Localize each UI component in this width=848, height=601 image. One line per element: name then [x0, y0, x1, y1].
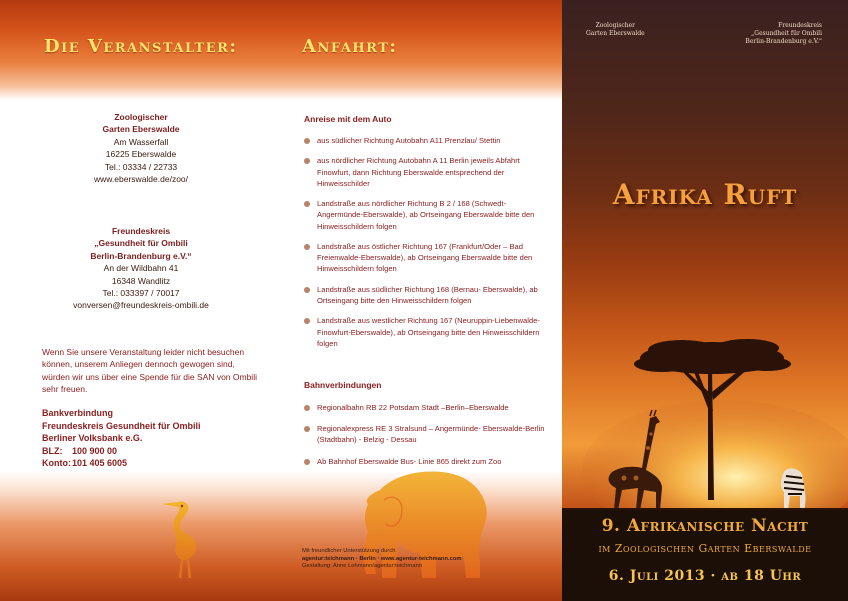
panel-cover	[562, 0, 848, 601]
zoo-phone: Tel.: 03334 / 22733	[104, 161, 178, 172]
bullet-icon	[304, 201, 310, 207]
bullet-icon	[304, 287, 310, 293]
panel-directions	[282, 0, 562, 601]
list-item: Landstraße aus östlicher Richtung 167 (Frankfurt/Oder – Bad Freienwalde-Eberswalde), ab Ortseingang Eberswalde bitte den Hinweisschildern folgen	[304, 241, 548, 275]
friends-email[interactable]: vonversen@freundeskreis-ombili.de	[73, 300, 209, 311]
friends-name-line3: Berlin-Brandenburg e.V.“	[90, 250, 192, 261]
zoo-city: 16225 Eberswalde	[105, 149, 177, 160]
zoo-label-line2: Garten Eberswalde	[586, 29, 645, 37]
donation-text: Wenn Sie unsere Veranstaltung leider nicht besuchen können, unserem Anliegen dennoch gewogen sind, würden wir uns über eine Spende für die SAN von Ombili sehr freuen.	[42, 347, 257, 395]
list-item: Landstraße aus südlicher Richtung 168 (Bernau- Eberswalde), ab Ortseingang bitte den Hinweisschildern folgen	[304, 284, 548, 306]
bullet-icon	[304, 138, 310, 144]
list-item: Regionalbahn RB 22 Potsdam Stadt –Berlin–Eberswalde	[304, 402, 548, 413]
sun-glow	[582, 400, 848, 520]
list-item: aus nördlicher Richtung Autobahn A 11 Berlin jeweils Abfahrt Finowfurt, dann Richtung Eberswalde entsprechend der Hinweisschilder	[304, 155, 548, 189]
friends-label	[745, 22, 822, 45]
friends-city: 16348 Wandlitz	[111, 275, 171, 286]
event-subtitle: im Zoologischen Garten Eberswalde	[598, 542, 812, 555]
bank-details	[42, 407, 201, 470]
credits-line3: Gestaltung: Anne Lohmann/agentur:teichmann	[302, 563, 422, 570]
bank-name: Berliner Volksbank e.G.	[42, 433, 143, 444]
friends-label-line1: Freundeskreis	[778, 22, 822, 29]
directions-heading: Anfahrt:	[302, 36, 398, 57]
train-section-title: Bahnverbindungen	[304, 380, 382, 390]
bullet-icon	[304, 459, 310, 465]
friends-contact-block	[0, 225, 282, 312]
friends-label-line3: Berlin-Brandenburg e.V.“	[745, 37, 822, 45]
zoo-label	[586, 22, 645, 38]
bullet-icon	[304, 318, 310, 324]
friends-name-line2: „Gesundheit für Ombili	[94, 238, 188, 249]
zoo-name-line2: Garten Eberswalde	[102, 124, 180, 135]
cover-main-title: Afrika Ruft	[612, 178, 798, 211]
bullet-icon	[304, 244, 310, 250]
friends-phone: Tel.: 033397 / 70017	[102, 288, 180, 299]
zoo-name-line1: Zoologischer	[114, 112, 168, 122]
list-item: Landstraße aus westlicher Richtung 167 (Neuruppin-Liebenwalde-Finowfurt-Eberswalde), ab Ortseingang bitte den Hinweisschildern folgen	[304, 315, 548, 349]
savanna-scene	[562, 320, 848, 520]
konto-value: 101 405 6005	[72, 458, 128, 469]
credits	[302, 548, 462, 571]
bullet-icon	[304, 405, 310, 411]
car-section-title: Anreise mit dem Auto	[304, 114, 392, 124]
bank-holder: Freundeskreis Gesundheit für Ombili	[42, 420, 201, 431]
bank-title: Bankverbindung	[42, 408, 114, 418]
blz-value: 100 900 00	[72, 445, 118, 456]
event-title: 9. Afrikanische Nacht	[601, 516, 809, 536]
credits-line2[interactable]: agentur:teichmann · Berlin · www.agentur-teichmann.com	[302, 555, 462, 562]
zoo-label-line1: Zoologischer	[595, 22, 636, 29]
panel-organizers	[0, 0, 282, 601]
credits-line1: Mit freundlicher Unterstützung durch	[302, 548, 396, 554]
blz-label: BLZ:	[42, 445, 63, 456]
event-date: 6. Juli 2013 · ab 18 Uhr	[608, 568, 802, 584]
car-directions-list	[304, 135, 548, 358]
list-item: Landstraße aus nördlicher Richtung B 2 / 168 (Schwedt-Angermünde-Eberswalde), ab Ortseingang Eberswalde bitte den Hinweisschildern folgen	[304, 198, 548, 232]
konto-label: Konto:	[42, 458, 71, 469]
bullet-icon	[304, 158, 310, 164]
organizers-heading: Die Veranstalter:	[44, 36, 238, 57]
list-item: aus südlicher Richtung Autobahn A11 Prenzlau/ Stettin	[304, 135, 548, 146]
bottom-band	[0, 471, 282, 601]
bullet-icon	[304, 426, 310, 432]
zoo-street: Am Wasserfall	[113, 136, 169, 147]
friends-name-line1: Freundeskreis	[111, 226, 171, 236]
friends-label-line2: „Gesundheit für Ombili	[751, 29, 822, 37]
heron-icon	[160, 498, 212, 578]
friends-street: An der Wildbahn 41	[103, 263, 179, 274]
list-item: Regionalexpress RE 3 Stralsund – Angermünde- Eberswalde-Berlin (Stadtbahn) - Belzig - Dessau	[304, 423, 548, 445]
zoo-website[interactable]: www.eberswalde.de/zoo/	[93, 174, 189, 185]
zoo-contact-block	[0, 111, 282, 185]
list-item: Ab Bahnhof Eberswalde Bus- Linie 865 direkt zum Zoo	[304, 456, 548, 467]
